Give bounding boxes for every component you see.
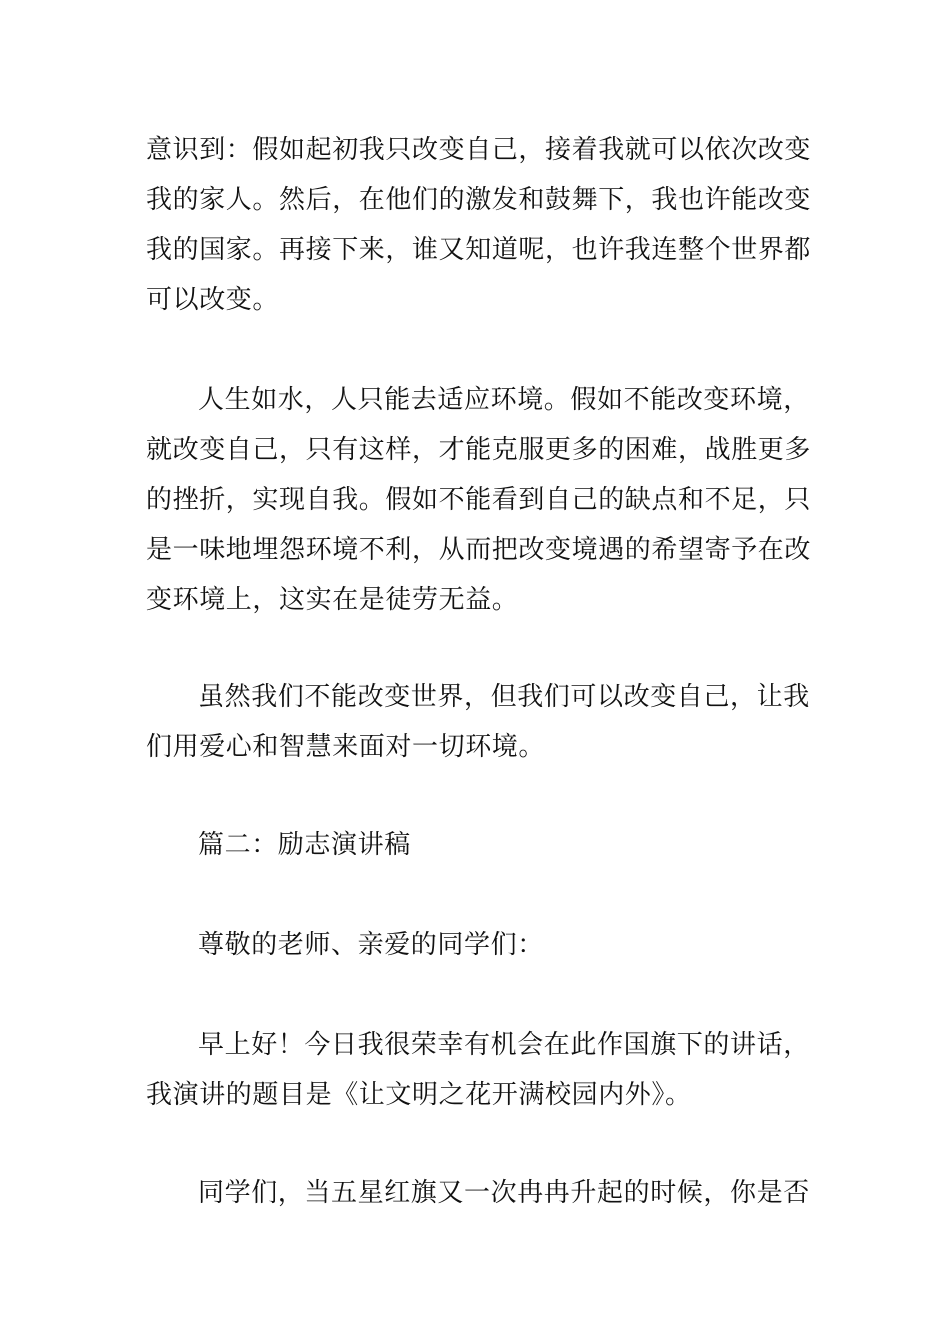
paragraph-2-line-3: 的挫折，实现自我。假如不能看到自己的缺点和不足，只 — [146, 485, 812, 515]
paragraph-2-line-5: 变环境上，这实在是徒劳无益。 — [146, 585, 519, 615]
paragraph-2-line-2: 就改变自己，只有这样，才能克服更多的困难，战胜更多 — [146, 435, 812, 465]
salutation: 尊敬的老师、亲爱的同学们： — [198, 930, 544, 960]
paragraph-3-line-2: 们用爱心和智慧来面对一切环境。 — [146, 732, 546, 762]
paragraph-1-line-4: 可以改变。 — [146, 285, 280, 315]
paragraph-2-line-1: 人生如水，人只能去适应环境。假如不能改变环境， — [198, 385, 810, 415]
paragraph-1-line-3: 我的国家。再接下来，谁又知道呢，也许我连整个世界都 — [146, 235, 812, 265]
paragraph-1-line-1: 意识到：假如起初我只改变自己，接着我就可以依次改变 — [146, 135, 812, 165]
paragraph-greeting-line-2: 我演讲的题目是《让文明之花开满校园内外》。 — [146, 1080, 692, 1110]
paragraph-greeting-line-1: 早上好！今日我很荣幸有机会在此作国旗下的讲话， — [198, 1030, 810, 1060]
section-heading: 篇二：励志演讲稿 — [198, 830, 411, 860]
paragraph-1-line-2: 我的家人。然后，在他们的激发和鼓舞下，我也许能改变 — [146, 185, 812, 215]
paragraph-3-line-1: 虽然我们不能改变世界，但我们可以改变自己，让我 — [198, 682, 810, 712]
paragraph-final-line-1: 同学们，当五星红旗又一次冉冉升起的时候，你是否 — [198, 1178, 810, 1208]
paragraph-2-line-4: 是一味地埋怨环境不利，从而把改变境遇的希望寄予在改 — [146, 535, 812, 565]
